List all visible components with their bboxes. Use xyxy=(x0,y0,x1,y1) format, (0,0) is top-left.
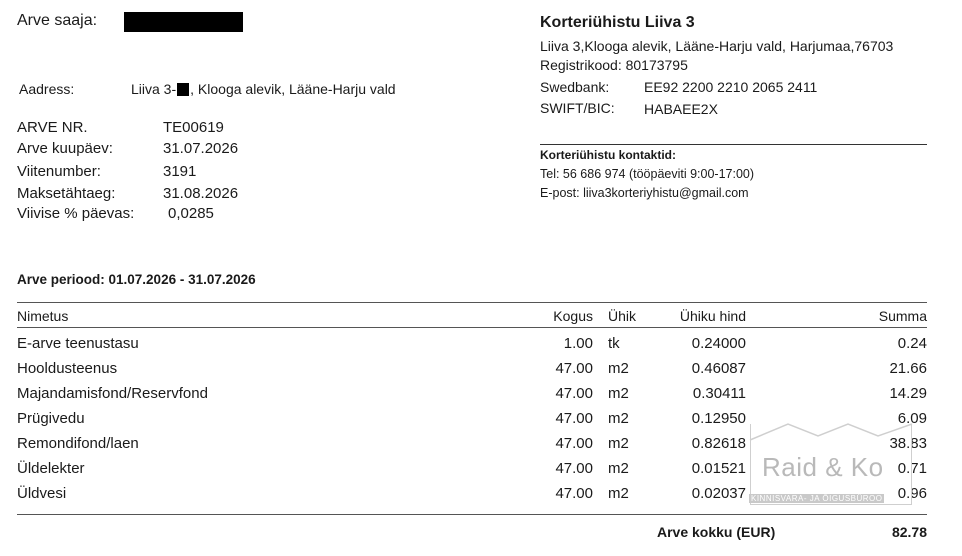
row-sum: 0.24 xyxy=(897,335,927,352)
row-name: Remondifond/laen xyxy=(17,435,139,452)
contact-phone: Tel: 56 686 974 (tööpäeviti 9:00-17:00) xyxy=(540,167,755,181)
table-bottom-rule xyxy=(17,514,927,515)
row-sum: 0.71 xyxy=(897,460,927,477)
row-qty: 47.00 xyxy=(555,410,593,427)
invoice-number-label: ARVE NR. xyxy=(17,119,88,136)
watermark-logo: Raid & Ko xyxy=(762,452,884,482)
table-top-rule xyxy=(17,302,927,303)
table-row xyxy=(0,385,962,409)
recipient-label: Arve saaja: xyxy=(17,12,98,29)
row-unit: m2 xyxy=(608,385,629,402)
header-unit: Ühik xyxy=(608,308,637,324)
total-value: 82.78 xyxy=(891,524,927,540)
contact-email: E-post: liiva3korteriyhistu@gmail.com xyxy=(540,186,749,200)
address-value xyxy=(131,81,396,97)
company-regcode: Registrikood: 80173795 xyxy=(540,57,688,73)
reference-number-value: 3191 xyxy=(163,163,197,180)
table-header xyxy=(0,308,962,332)
header-name: Nimetus xyxy=(17,308,69,324)
bank-account: EE92 2200 2210 2065 2411 xyxy=(644,79,818,95)
row-sum: 0.96 xyxy=(897,485,927,502)
bank-label: Swedbank: xyxy=(540,79,610,95)
due-date-value: 31.08.2026 xyxy=(163,185,239,202)
header-sum: Summa xyxy=(878,308,927,324)
table-row xyxy=(0,360,962,384)
row-price: 0.30411 xyxy=(692,385,746,402)
row-name: E-arve teenustasu xyxy=(17,335,139,352)
row-unit: m2 xyxy=(608,460,629,477)
row-name: Prügivedu xyxy=(17,410,85,427)
row-sum: 14.29 xyxy=(889,385,927,402)
address-locality: , Klooga alevik, Lääne-Harju vald xyxy=(190,81,396,97)
row-sum: 21.66 xyxy=(889,360,927,377)
swift-code: HABAEE2X xyxy=(644,101,718,117)
row-qty: 1.00 xyxy=(563,335,593,352)
row-sum: 38.83 xyxy=(889,435,927,452)
row-price: 0.12950 xyxy=(691,410,746,427)
contacts-divider xyxy=(540,144,927,145)
swift-label: SWIFT/BIC: xyxy=(540,100,615,116)
row-qty: 47.00 xyxy=(555,385,593,402)
row-price: 0.82618 xyxy=(691,435,746,452)
row-unit: m2 xyxy=(608,435,629,452)
table-header-rule xyxy=(17,327,927,328)
row-qty: 47.00 xyxy=(555,460,593,477)
row-name: Üldelekter xyxy=(17,460,85,477)
redacted-apartment-number xyxy=(177,83,189,96)
row-unit: m2 xyxy=(608,360,629,377)
row-price: 0.02037 xyxy=(691,485,746,502)
invoice-number-value: TE00619 xyxy=(163,119,224,136)
contacts-title: Korteriühistu kontaktid: xyxy=(540,148,677,162)
row-qty: 47.00 xyxy=(555,485,593,502)
watermark-tagline: KINNISVARA- JA ÕIGUSBÜROO xyxy=(751,494,883,503)
table-row xyxy=(0,335,962,359)
address-label: Aadress: xyxy=(19,81,75,97)
row-name: Majandamisfond/Reservfond xyxy=(17,385,208,402)
row-name: Üldvesi xyxy=(17,485,67,502)
address-street: Liiva 3- xyxy=(131,81,177,97)
company-name: Korteriühistu Liiva 3 xyxy=(540,14,695,31)
invoice-date-label: Arve kuupäev: xyxy=(17,140,113,157)
row-sum: 6.09 xyxy=(897,410,927,427)
reference-number-label: Viitenumber: xyxy=(17,163,101,180)
penalty-rate-label: Viivise % päevas: xyxy=(17,205,135,222)
row-price: 0.46087 xyxy=(691,360,746,377)
penalty-rate-value: 0,0285 xyxy=(168,205,214,222)
header-price: Ühiku hind xyxy=(679,308,746,324)
header-qty: Kogus xyxy=(553,308,593,324)
row-qty: 47.00 xyxy=(555,360,593,377)
invoice-period: Arve periood: 01.07.2026 - 31.07.2026 xyxy=(17,272,256,287)
row-name: Hooldusteenus xyxy=(17,360,118,377)
company-address: Liiva 3,Klooga alevik, Lääne-Harju vald, Harjumaa,76703 xyxy=(540,38,894,54)
total-label: Arve kokku (EUR) xyxy=(657,524,776,540)
row-price: 0.01521 xyxy=(691,460,746,477)
due-date-label: Maksetähtaeg: xyxy=(17,185,116,202)
invoice-date-value: 31.07.2026 xyxy=(163,140,239,157)
row-price: 0.24000 xyxy=(691,335,746,352)
row-unit: m2 xyxy=(608,410,629,427)
redacted-recipient-name xyxy=(124,12,243,32)
row-qty: 47.00 xyxy=(555,435,593,452)
row-unit: tk xyxy=(608,335,620,352)
row-unit: m2 xyxy=(608,485,629,502)
